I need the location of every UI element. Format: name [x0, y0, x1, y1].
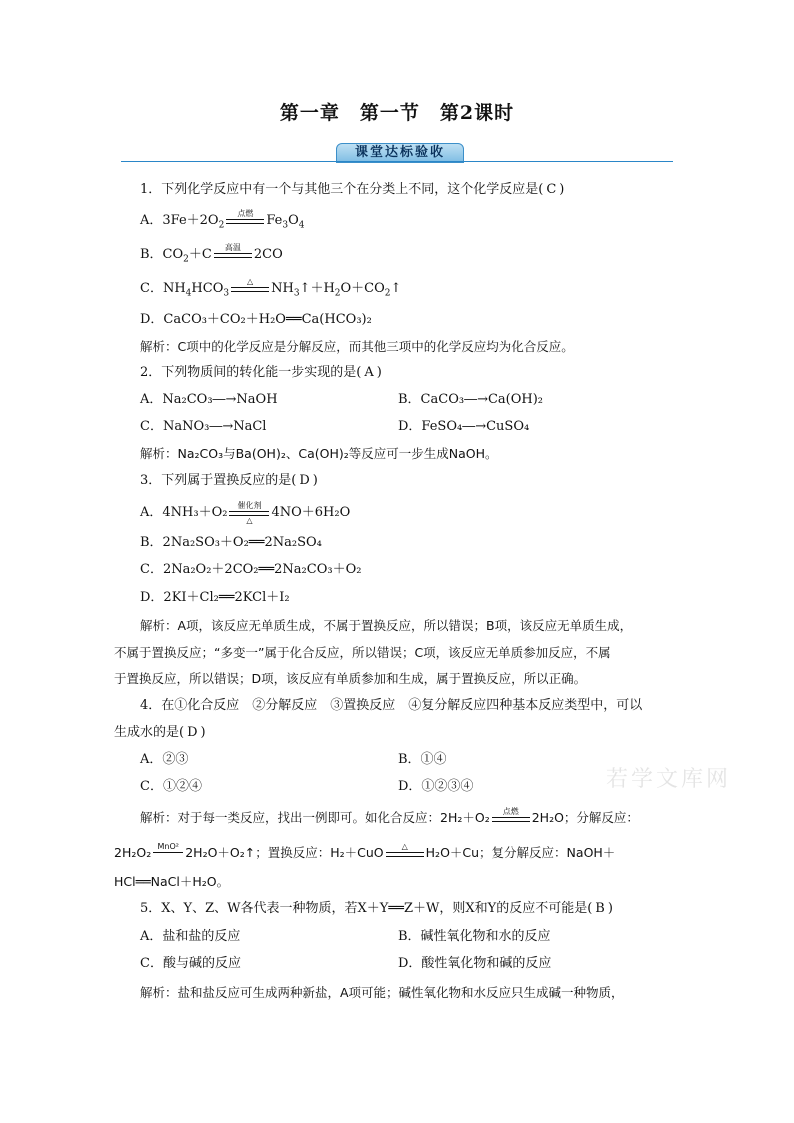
q4-analysis-line-3: HCl══NaCl＋H₂O。	[114, 874, 230, 889]
q1-option-d: D．CaCO₃＋CO₂＋H₂O══Ca(HCO₃)₂	[140, 312, 372, 327]
page-title: 第一章 第一节 第2课时	[279, 102, 515, 124]
q4-option-d: D．①②③④	[398, 779, 474, 794]
q3-option-b: B．2Na₂SO₃＋O₂══2Na₂SO₄	[140, 535, 322, 550]
q1-option-a: A．$3Fe+2O_2$ 点燃 $Fe_3O_4$	[140, 208, 305, 231]
q3-answer: D	[299, 473, 310, 488]
q4-stem-line-1: 4．在①化合反应 ②分解反应 ③置换反应 ④复分解反应四种基本反应类型中，可以	[140, 698, 643, 713]
q2-option-b: B．CaCO₃―→Ca(OH)₂	[398, 392, 544, 407]
q3-option-d: D．2KI＋Cl₂══2KCl＋I₂	[140, 590, 290, 605]
q3-analysis-line-1: 解析：A项，该反应无单质生成，不属于置换反应，所以错误；B项，该反应无单质生成，	[140, 618, 633, 633]
q5-analysis: 解析：盐和盐反应可生成两种新盐，A项可能；碱性氧化物和水反应只生成碱一种物质，	[140, 985, 624, 1000]
q3-option-a: A．4NH₃＋O₂ 催化剂 △ 4NO＋6H₂O	[140, 500, 351, 525]
q5-answer: B	[595, 901, 605, 916]
q5-option-c: C．酸与碱的反应	[140, 956, 241, 971]
q5-option-a: A．盐和盐的反应	[140, 929, 241, 944]
q5-option-d: D．酸性氧化物和碱的反应	[398, 956, 552, 971]
q1-stem: 1．下列化学反应中有一个与其他三个在分类上不同，这个化学反应是( C )	[140, 182, 565, 197]
q1-answer: C	[546, 182, 557, 197]
q3-option-c: C．2Na₂O₂＋2CO₂══2Na₂CO₃＋O₂	[140, 562, 362, 577]
q5-option-b: B．碱性氧化物和水的反应	[398, 929, 551, 944]
q2-option-a: A．Na₂CO₃―→NaOH	[140, 392, 278, 407]
q4-analysis-line-1: 解析：对于每一类反应，找出一例即可。如化合反应：2H₂＋O₂ 点燃 2H₂O；分解反应：	[140, 806, 639, 825]
q4-analysis-line-2: 2H₂O₂ MnO² 2H₂O＋O₂↑；置换反应：H₂＋CuO △ H₂O＋Cu；复分解反应：NaOH＋	[114, 841, 616, 860]
watermark: 若学文库网	[606, 767, 732, 792]
q4-option-a: A．②③	[140, 752, 189, 767]
q4-stem-line-2: 生成水的是( D )	[114, 725, 206, 740]
q3-analysis-line-3: 于置换反应，所以错误；D项，该反应有单质参加和生成，属于置换反应，所以正确。	[114, 671, 587, 686]
q1-option-c: C．$NH_4HCO_3$ △ $NH_3↑+H_2O+CO_2↑$	[140, 276, 402, 299]
q2-answer: A	[364, 365, 374, 380]
q5-stem: 5．X、Y、Z、W各代表一种物质，若X＋Y══Z＋W，则X和Y的反应不可能是( B )	[140, 901, 613, 916]
q4-option-b: B．①④	[398, 752, 447, 767]
q2-analysis: 解析：Na₂CO₃与Ba(OH)₂、Ca(OH)₂等反应可一步生成NaOH。	[140, 446, 498, 461]
q2-option-d: D．FeSO₄―→CuSO₄	[398, 419, 530, 434]
q4-answer: D	[187, 725, 198, 740]
header-divider	[121, 161, 673, 162]
q1-analysis: 解析：C项中的化学反应是分解反应，而其他三项中的化学反应均为化合反应。	[140, 339, 574, 354]
q2-stem: 2．下列物质间的转化能一步实现的是( A )	[140, 365, 382, 380]
q1-option-b: B．$CO_2+C$ 高温 2CO	[140, 242, 283, 265]
q2-option-c: C．NaNO₃―→NaCl	[140, 419, 267, 434]
section-badge: 课堂达标验收	[336, 143, 464, 163]
q3-analysis-line-2: 不属于置换反应；“多变一”属于化合反应，所以错误；C项，该反应无单质参加反应，不属	[114, 645, 611, 660]
q3-stem: 3．下列属于置换反应的是( D )	[140, 473, 318, 488]
q4-option-c: C．①②④	[140, 779, 202, 794]
